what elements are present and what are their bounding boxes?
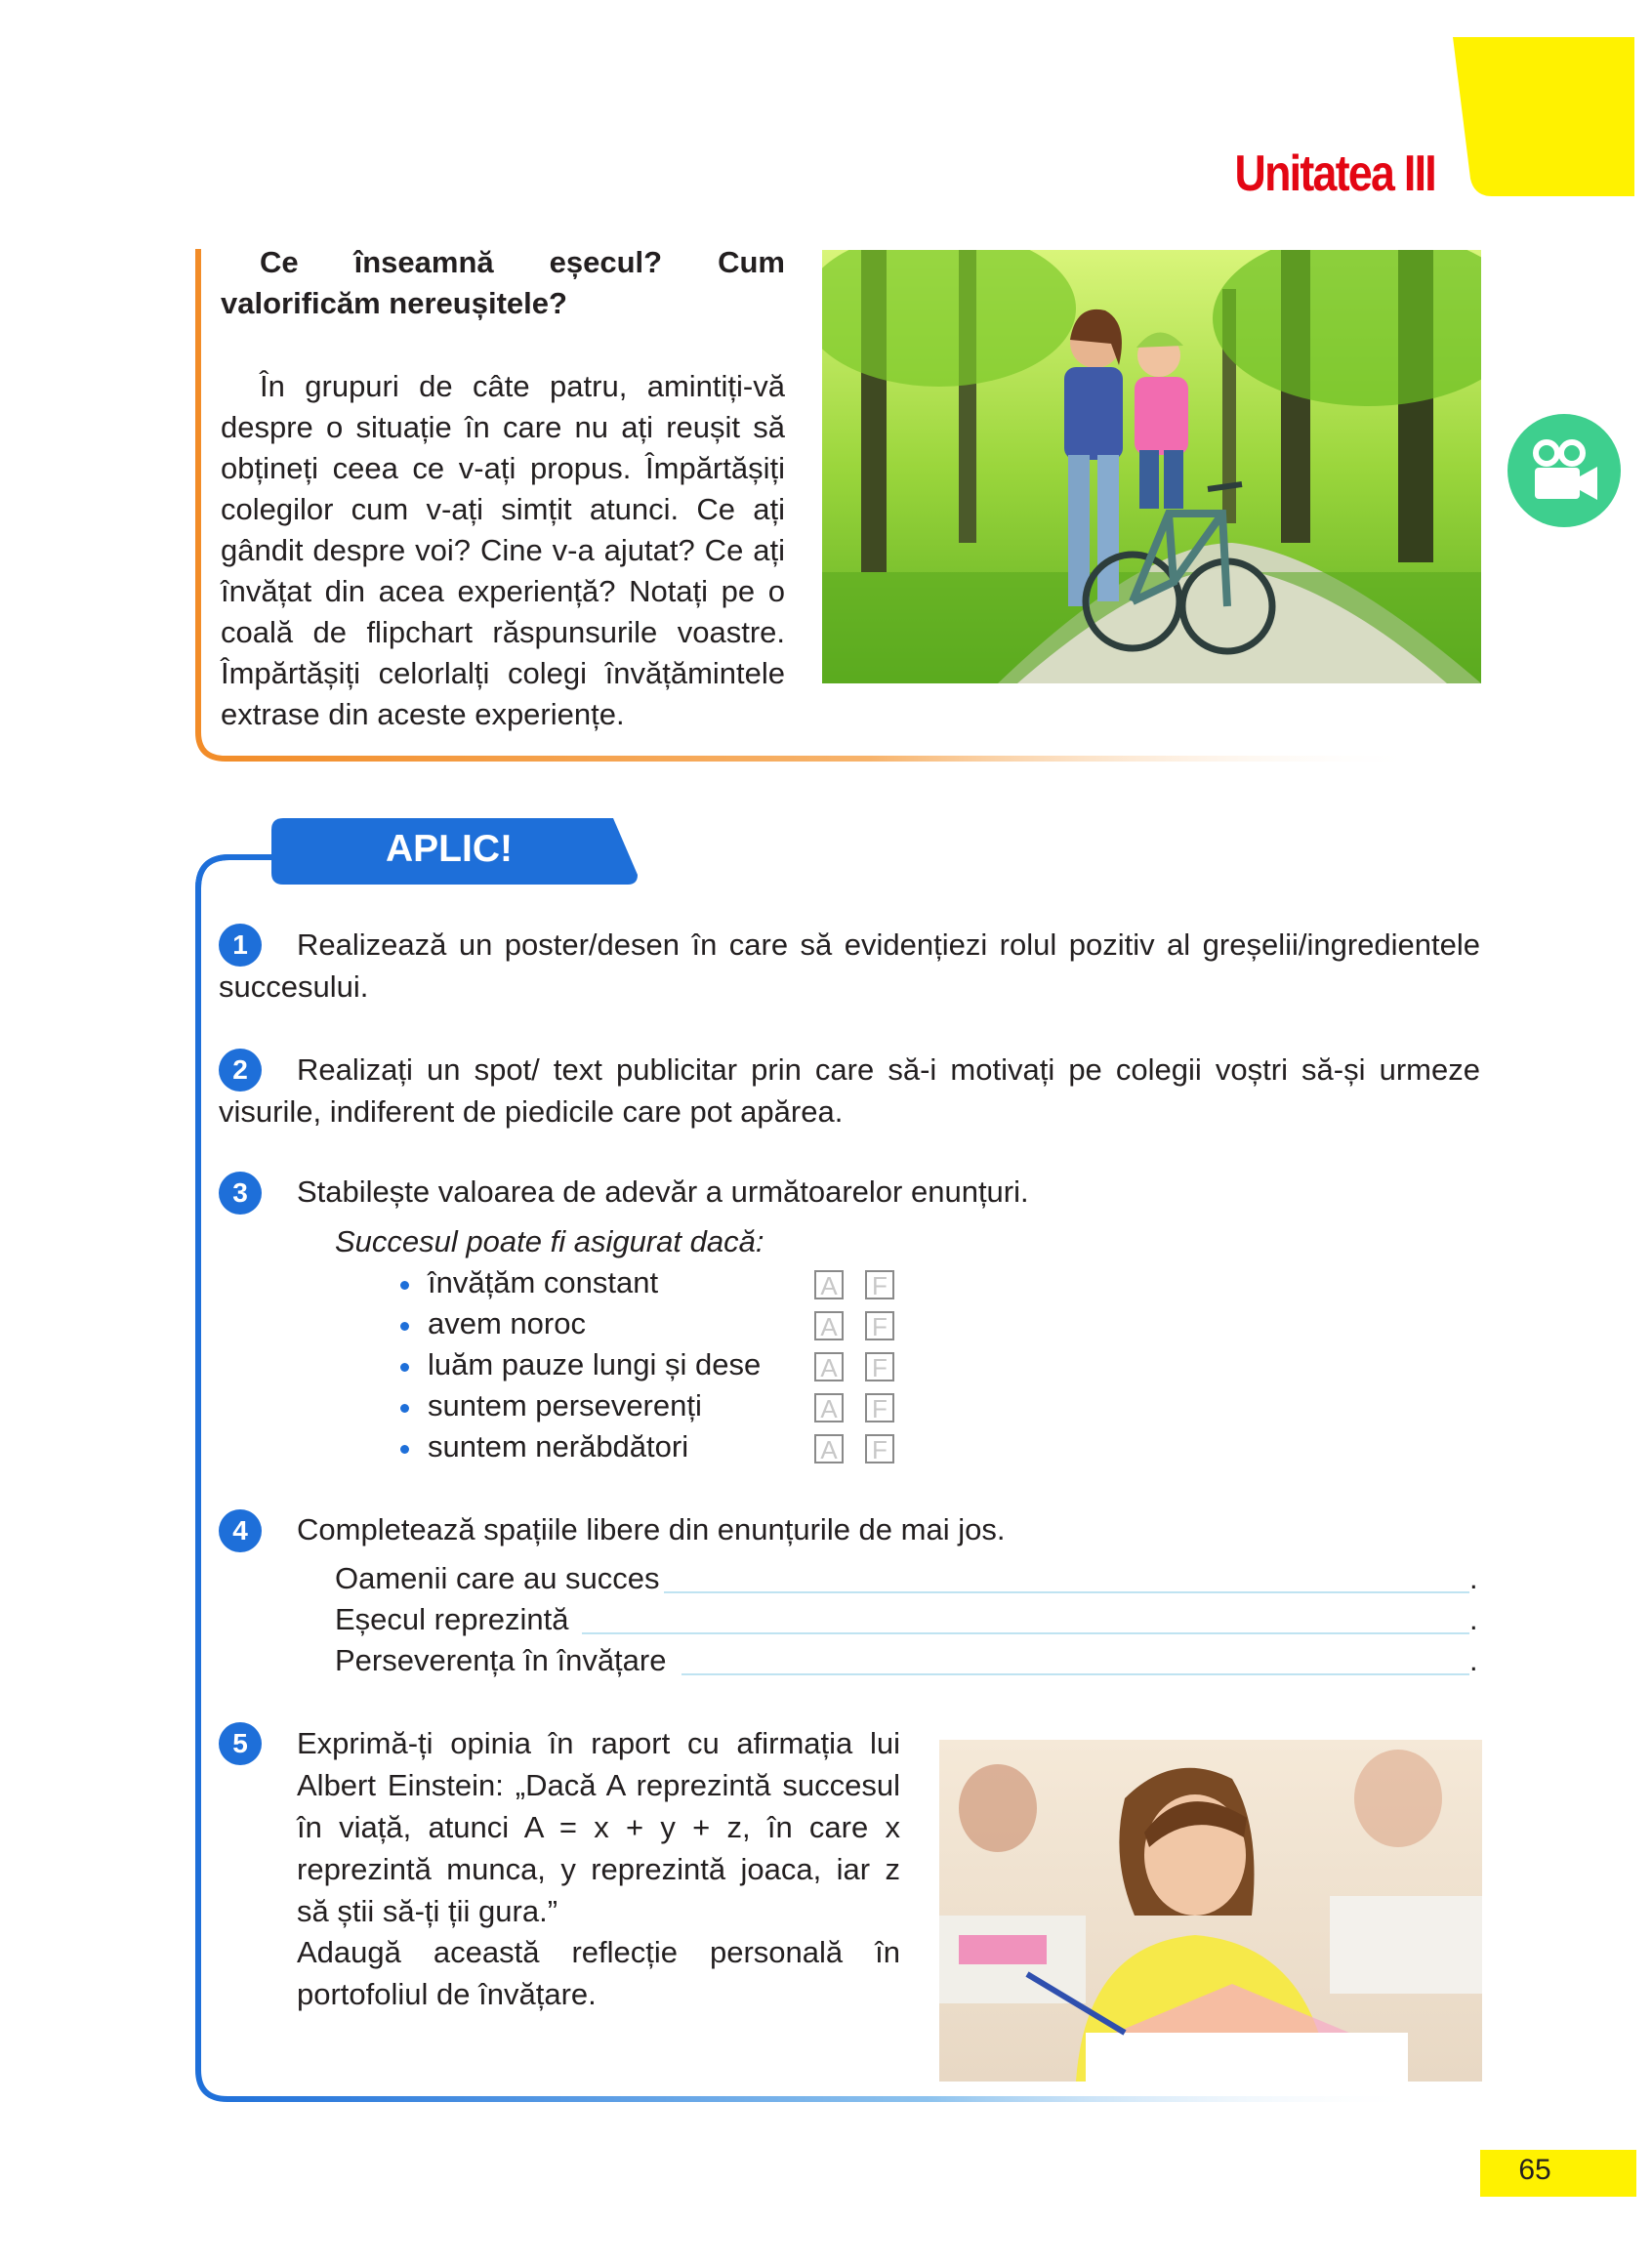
end-mark: . — [1469, 1561, 1478, 1595]
task-number-3: 3 — [219, 1172, 262, 1215]
answer-line-2[interactable] — [582, 1632, 1469, 1634]
true-box-1[interactable]: A — [814, 1270, 844, 1299]
video-camera-icon[interactable] — [1507, 414, 1621, 527]
answer-line-3[interactable] — [681, 1673, 1469, 1675]
task-3-subtitle: Succesul poate fi asigurat dacă: — [335, 1224, 764, 1258]
task-5-extra: Adaugă această reflecție personală în portofoliul de învățare. — [297, 1935, 900, 2011]
statement-2: avem noroc — [428, 1306, 586, 1340]
photo-bicycle — [822, 250, 1481, 683]
end-mark: . — [1469, 1602, 1478, 1636]
true-box-5[interactable]: A — [814, 1434, 844, 1463]
false-box-3[interactable]: F — [865, 1352, 894, 1381]
fill-prompt-1: Oamenii care au succes — [335, 1561, 660, 1595]
task-2-text: Realizați un spot/ text publicitar prin care să-i motivați pe colegii voștri să-și urmeze visurile, indiferent de piedicile care pot apărea. — [219, 1052, 1480, 1129]
task-number-1: 1 — [219, 924, 262, 967]
fill-prompt-2: Eșecul reprezintă — [335, 1602, 569, 1636]
task-number-4: 4 — [219, 1509, 262, 1552]
bullet-icon — [400, 1445, 409, 1454]
intro-body: În grupuri de câte patru, amintiți-vă despre o situație în care nu ați reușit să obțineți ceea ce v-ați propus. Împărtășiți colegilor cum v-ați simțit atunci. Ce ați gândit despre voi? Cine v-a ajutat? Ce ați învățat din acea experiență? Notați pe o coală de flipchart răspunsurile voastre. Împărtășiți celorlalți colegi învățămintele extrase din aceste experiențe. — [221, 369, 785, 731]
photo-girl-writing — [939, 1740, 1482, 2082]
statement-5: suntem nerăbdători — [428, 1429, 689, 1463]
aplic-heading: APLIC! — [386, 828, 513, 870]
statement-1: învățăm constant — [428, 1265, 659, 1299]
true-box-3[interactable]: A — [814, 1352, 844, 1381]
task-4-text: Completează spațiile libere din enunțurile de mai jos. — [297, 1512, 1006, 1546]
statement-4: suntem perseverenți — [428, 1388, 702, 1422]
bullet-icon — [400, 1363, 409, 1372]
bullet-icon — [400, 1281, 409, 1290]
false-box-2[interactable]: F — [865, 1311, 894, 1340]
fill-prompt-3: Perseverența în învățare — [335, 1643, 667, 1677]
bullet-icon — [400, 1322, 409, 1331]
task-number-2: 2 — [219, 1049, 262, 1092]
header-yellow-tab — [1453, 37, 1634, 196]
end-mark: . — [1469, 1643, 1478, 1677]
false-box-1[interactable]: F — [865, 1270, 894, 1299]
task-3-text: Stabilește valoarea de adevăr a următoarelor enunțuri. — [297, 1175, 1029, 1209]
unit-title: Unitatea III — [1234, 145, 1435, 202]
statement-3: luăm pauze lungi și dese — [428, 1347, 762, 1381]
false-box-5[interactable]: F — [865, 1434, 894, 1463]
task-1-text: Realizează un poster/desen în care să evidențiezi rolul pozitiv al greșelii/ingredientele succesului. — [219, 927, 1480, 1004]
answer-line-1[interactable] — [664, 1591, 1469, 1593]
false-box-4[interactable]: F — [865, 1393, 894, 1422]
bullet-icon — [400, 1404, 409, 1413]
true-box-4[interactable]: A — [814, 1393, 844, 1422]
page-number: 65 — [1518, 2154, 1551, 2186]
true-box-2[interactable]: A — [814, 1311, 844, 1340]
task-number-5: 5 — [219, 1722, 262, 1765]
task-5-text: Exprimă-ți opinia în raport cu afirmația lui Albert Einstein: „Dacă A reprezintă succesul în viață, atunci A = x + y + z, în care x reprezintă munca, y reprezintă joaca, iar z să știi să-ți ții gura.” — [297, 1726, 900, 1928]
intro-question: Ce înseamnă eșecul? Cum valorificăm nereușitele? — [221, 245, 785, 320]
